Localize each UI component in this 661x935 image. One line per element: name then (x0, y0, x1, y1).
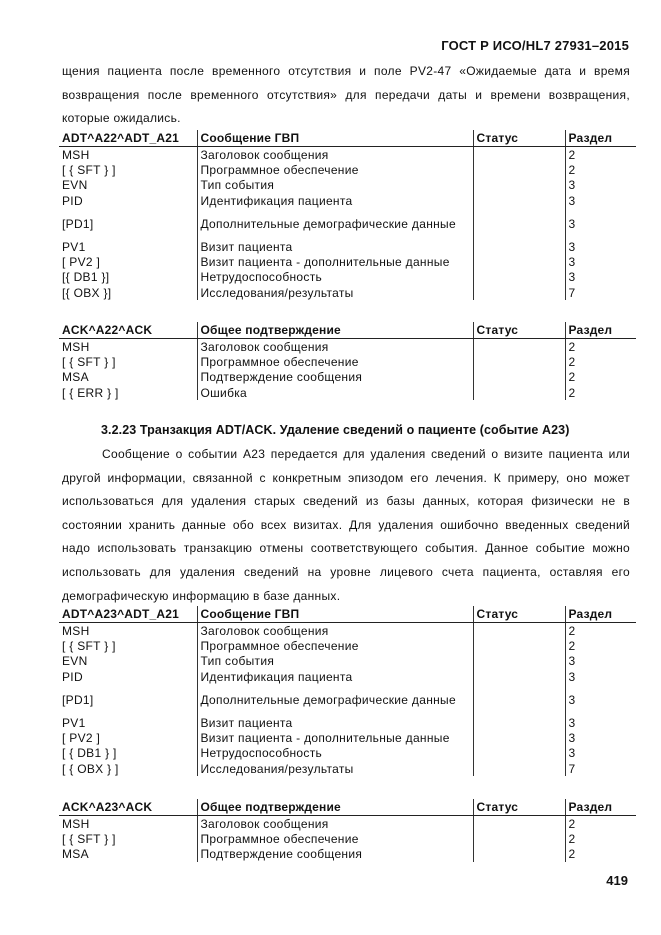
table-header-row (59, 130, 636, 147)
cell-status (473, 239, 565, 254)
table-adt-a23 (59, 606, 636, 776)
cell-chapter: 3 (565, 239, 636, 254)
table-ack-a22 (59, 322, 636, 400)
table-row (59, 254, 636, 269)
cell-description: Заголовок сообщения (197, 339, 473, 355)
header-description: Сообщение ГВП (197, 606, 473, 623)
table-row (59, 178, 636, 193)
cell-segment: [ PV2 ] (62, 255, 101, 270)
cell-status (473, 354, 565, 369)
cell-status (473, 623, 565, 639)
cell-status (473, 715, 565, 730)
cell-segment: [ { ERR } ] (62, 385, 119, 400)
cell-status (473, 270, 565, 285)
cell-status (473, 339, 565, 355)
table-header-row (59, 799, 636, 816)
table-ack-a23 (59, 799, 636, 862)
cell-chapter: 2 (565, 816, 636, 832)
cell-segment: [{ OBX }] (62, 285, 112, 300)
cell-chapter: 2 (565, 385, 636, 400)
cell-chapter: 3 (565, 270, 636, 285)
cell-segment: [PD1] (62, 692, 94, 707)
cell-chapter: 3 (565, 730, 636, 745)
cell-chapter: 3 (565, 193, 636, 208)
table-row (59, 623, 636, 639)
cell-description: Программное обеспечение (197, 162, 473, 177)
cell-status (473, 831, 565, 846)
cell-chapter: 3 (565, 715, 636, 730)
cell-status (473, 208, 565, 239)
table-row (59, 847, 636, 862)
table-row (59, 162, 636, 177)
cell-description: Тип события (197, 178, 473, 193)
cell-segment: [ { OBX } ] (62, 761, 119, 776)
intro-paragraph: щения пациента после временного отсутствия и поле PV2-47 «Ожидаемые дата и время возвращения после временного отсутствия» для передачи даты и времени возвращения, которые ожидались. (62, 64, 630, 126)
table-row (59, 684, 636, 715)
cell-segment: [ { SFT } ] (62, 831, 116, 846)
cell-chapter: 2 (565, 370, 636, 385)
cell-status (473, 147, 565, 163)
cell-chapter: 3 (565, 746, 636, 761)
cell-chapter: 2 (565, 831, 636, 846)
cell-status (473, 761, 565, 776)
table-row (59, 208, 636, 239)
table-row (59, 354, 636, 369)
cell-description: Тип события (197, 654, 473, 669)
cell-status (473, 193, 565, 208)
cell-chapter: 2 (565, 847, 636, 862)
cell-chapter: 3 (565, 669, 636, 684)
table-row (59, 761, 636, 776)
header-chapter: Раздел (565, 322, 636, 339)
cell-segment: PID (62, 193, 83, 208)
cell-description: Исследования/результаты (197, 285, 473, 300)
cell-chapter: 3 (565, 684, 636, 715)
cell-description: Идентификация пациента (197, 193, 473, 208)
table-row (59, 831, 636, 846)
header-segment: ADT^A23^ADT_A21 (59, 606, 197, 623)
cell-description: Программное обеспечение (197, 638, 473, 653)
header-segment: ACK^A23^ACK (59, 799, 197, 816)
table-row (59, 669, 636, 684)
header-status: Статус (473, 130, 565, 147)
table-row (59, 816, 636, 832)
table-row (59, 715, 636, 730)
cell-description: Подтверждение сообщения (197, 847, 473, 862)
table-row (59, 147, 636, 163)
cell-description: Нетрудоспособность (197, 746, 473, 761)
table-header-row (59, 606, 636, 623)
cell-segment: [ { DB1 } ] (62, 746, 117, 761)
table-row (59, 638, 636, 653)
table-row (59, 370, 636, 385)
cell-segment: MSA (62, 370, 89, 385)
cell-description: Визит пациента - дополнительные данные (197, 254, 473, 269)
cell-segment: EVN (62, 178, 88, 193)
cell-segment: MSH (62, 339, 90, 354)
cell-segment: PV1 (62, 239, 86, 254)
section-paragraph: Сообщение о событии A23 передается для удаления сведений о визите пациента или другой информации, связанной с конкретным эпизодом его лечения. К примеру, оно может использоваться для удаления старых сведений из базы данных, которая физически не в состоянии хранить данные обо всех визитах. Для удаления ошибочно введенных сведений надо использовать транзакцию отмены соответствующего события. Данное событие можно использовать для удаления сведений на уровне лицевого счета пациента, оставляя его демографическую информацию в базе данных. (62, 447, 630, 603)
table-row (59, 385, 636, 400)
cell-segment: [{ DB1 }] (62, 270, 110, 285)
cell-description: Программное обеспечение (197, 831, 473, 846)
cell-description: Идентификация пациента (197, 669, 473, 684)
cell-description: Визит пациента (197, 715, 473, 730)
header-chapter: Раздел (565, 799, 636, 816)
cell-chapter: 2 (565, 147, 636, 163)
table-row (59, 285, 636, 300)
cell-status (473, 638, 565, 653)
table-row (59, 746, 636, 761)
cell-status (473, 816, 565, 832)
cell-status (473, 254, 565, 269)
cell-chapter: 7 (565, 285, 636, 300)
table-row (59, 730, 636, 745)
cell-description: Нетрудоспособность (197, 270, 473, 285)
section-title: 3.2.23 Транзакция ADT/ACK. Удаление сведений о пациенте (событие A23) (101, 423, 570, 437)
cell-chapter: 2 (565, 162, 636, 177)
cell-segment: [ PV2 ] (62, 731, 101, 746)
table-row (59, 339, 636, 355)
cell-status (473, 746, 565, 761)
header-segment: ADT^A22^ADT_A21 (59, 130, 197, 147)
cell-segment: MSH (62, 623, 90, 638)
table-row (59, 239, 636, 254)
cell-segment: MSA (62, 847, 89, 862)
header-description: Сообщение ГВП (197, 130, 473, 147)
cell-status (473, 385, 565, 400)
table-adt-a22 (59, 130, 636, 300)
cell-description: Подтверждение сообщения (197, 370, 473, 385)
cell-description: Визит пациента - дополнительные данные (197, 730, 473, 745)
table-row (59, 270, 636, 285)
header-description: Общее подтверждение (197, 799, 473, 816)
cell-status (473, 730, 565, 745)
cell-status (473, 370, 565, 385)
cell-chapter: 3 (565, 254, 636, 269)
cell-description: Дополнительные демографические данные (197, 208, 473, 239)
cell-segment: [ { SFT } ] (62, 162, 116, 177)
header-chapter: Раздел (565, 130, 636, 147)
cell-description: Заголовок сообщения (197, 147, 473, 163)
cell-status (473, 669, 565, 684)
cell-chapter: 2 (565, 339, 636, 355)
cell-segment: [ { SFT } ] (62, 354, 116, 369)
header-status: Статус (473, 322, 565, 339)
cell-chapter: 3 (565, 654, 636, 669)
cell-status (473, 162, 565, 177)
cell-status (473, 684, 565, 715)
cell-description: Программное обеспечение (197, 354, 473, 369)
cell-segment: MSH (62, 147, 90, 162)
header-segment: ACK^A22^ACK (59, 322, 197, 339)
cell-description: Исследования/результаты (197, 761, 473, 776)
cell-segment: PID (62, 669, 83, 684)
header-status: Статус (473, 606, 565, 623)
cell-segment: MSH (62, 816, 90, 831)
cell-chapter: 7 (565, 761, 636, 776)
page-header: ГОСТ Р ИСО/HL7 27931–2015 (441, 38, 629, 53)
cell-chapter: 2 (565, 638, 636, 653)
cell-description: Заголовок сообщения (197, 623, 473, 639)
cell-description: Дополнительные демографические данные (197, 684, 473, 715)
table-header-row (59, 322, 636, 339)
table-row (59, 193, 636, 208)
cell-chapter: 2 (565, 623, 636, 639)
cell-chapter: 3 (565, 208, 636, 239)
header-chapter: Раздел (565, 606, 636, 623)
cell-segment: EVN (62, 654, 88, 669)
page-number: 419 (606, 873, 628, 888)
cell-segment: PV1 (62, 715, 86, 730)
table-row (59, 654, 636, 669)
cell-description: Ошибка (197, 385, 473, 400)
header-status: Статус (473, 799, 565, 816)
cell-segment: [ { SFT } ] (62, 638, 116, 653)
cell-description: Визит пациента (197, 239, 473, 254)
cell-description: Заголовок сообщения (197, 816, 473, 832)
cell-status (473, 285, 565, 300)
cell-segment: [PD1] (62, 216, 94, 231)
header-description: Общее подтверждение (197, 322, 473, 339)
cell-chapter: 2 (565, 354, 636, 369)
cell-status (473, 847, 565, 862)
cell-chapter: 3 (565, 178, 636, 193)
cell-status (473, 178, 565, 193)
cell-status (473, 654, 565, 669)
